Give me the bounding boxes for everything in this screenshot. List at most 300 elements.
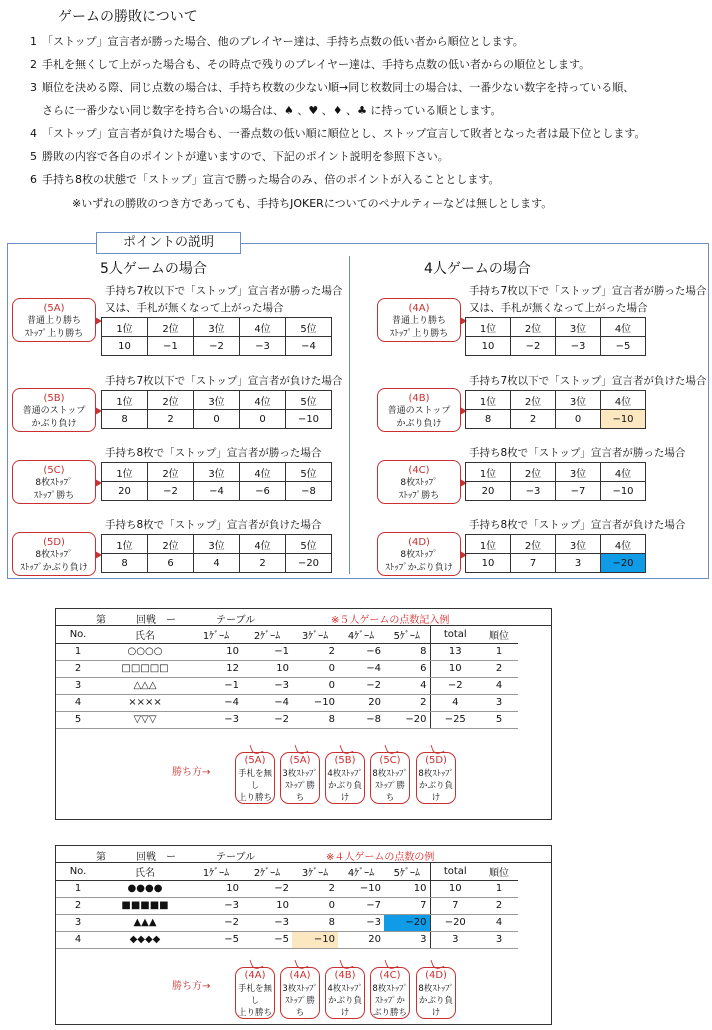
score-cell: 12 [190,660,242,677]
case-condition-line: 手持ち8枚で「ストップ」宣言者が負けた場合 [469,519,686,531]
rule-item: 6 手持ち8枚の状態で「ストップ」宣言で勝った場合のみ、倍のポイントが入ることとします。 [30,173,500,186]
score-cell: −2 [430,677,480,694]
win-method-tag [235,967,275,1019]
score-cell: −2 [190,914,242,931]
case-tag-line: 普通のストップ [387,406,451,416]
win-method-line: ｽﾄｯﾌﾟ勝ち [375,781,405,803]
player-name: △△△ [100,677,190,694]
score-cell: −3 [242,677,292,694]
case-tag [12,460,96,504]
rank-header: 3位 [556,391,601,410]
point-value: −20 [601,554,646,573]
rank-header: 2位 [148,463,194,482]
score-cell: 2 [480,897,518,914]
rank-header: 3位 [194,391,240,410]
case-tag-line: ｽﾄｯﾌﾟ上り勝ち [24,329,84,339]
score-cell: −3 [242,914,292,931]
player-name: ▲▲▲ [100,914,190,931]
case-tag-line: 8枚ｽﾄｯﾌﾟ [400,550,438,560]
point-value: 10 [102,337,148,356]
score-column-header: 1ｹﾞｰﾑ [190,863,242,880]
win-method-tag [280,752,320,804]
win-method-line: かぶり負け [327,996,362,1018]
case-tag-line: かぶり負け [396,419,442,429]
case-condition [469,283,706,317]
rank-header: 2位 [511,463,556,482]
score-column-header: 順位 [480,863,518,880]
point-value: 10 [466,337,511,356]
table-row [56,677,518,694]
point-value: 10 [466,554,511,573]
case-tag-line: ｽﾄｯﾌﾟ上り勝ち [389,329,449,339]
rule-item: 1 「ストップ」宣言者が勝った場合、他のプレイヤー達は、手持ち点数の低い者から順位とします。 [30,35,524,48]
score-column-header: 4ｹﾞｰﾑ [338,863,384,880]
score-cell: 2 [56,660,100,677]
score-cell: −2 [338,677,384,694]
four-player-title: 4人ゲームの場合 [424,261,531,277]
case-tag-line: かぶり負け [31,419,77,429]
point-value: −4 [286,337,332,356]
point-value: 3 [556,554,601,573]
score-cell: 3 [480,694,518,711]
score-column-header: 2ｹﾞｰﾑ [242,626,292,643]
score-cell: 2 [56,897,100,914]
case-tag-line: ｽﾄｯﾌﾟかぶり負け [20,563,88,573]
score-cell: −3 [190,711,242,728]
win-method-line: かぶり負け [327,781,362,803]
case-tag-line: 普通上り勝ち [26,316,81,326]
score-column-header: 5ｹﾞｰﾑ [384,626,430,643]
point-value: −2 [194,337,240,356]
table-label: テーブル [216,852,256,863]
win-method-line: 上り勝ち [237,1008,272,1018]
score-cell: 0 [292,897,338,914]
score-column-header: 4ｹﾞｰﾑ [338,626,384,643]
win-method-tag [280,967,320,1019]
rank-header: 3位 [556,535,601,554]
win-method-line: かぶり負け [418,781,453,803]
case-condition [469,517,685,534]
score-cell: −3 [338,914,384,931]
rank-header: 5位 [286,391,332,410]
rank-header: 1位 [102,318,148,337]
case-tag-line: 普通上り勝ち [391,316,446,326]
case-code: (4A) [408,303,430,314]
rule-item: 4 「ストップ」宣言者が負けた場合も、一番点数の低い順に順位とし、ストップ宣言して敗者となった者は最下位とします。 [30,127,646,140]
score-cell: −2 [242,880,292,897]
case-condition-line: 手持ち8枚で「ストップ」宣言者が勝った場合 [105,447,322,459]
rank-header: 2位 [511,318,556,337]
rank-header: 1位 [466,318,511,337]
case-tag-line: 8枚ｽﾄｯﾌﾟ [35,550,73,560]
win-method-line: かぶり負け [418,996,453,1018]
point-value: 20 [466,482,511,501]
table-row [56,694,518,711]
win-method-line: 8枚ｽﾄｯﾌﾟ [418,984,454,994]
win-method-line: ｽﾄｯﾌﾟ勝ち [285,996,315,1018]
case-condition [469,445,685,462]
example-label: ※４人ゲームの点数の例 [326,852,435,863]
point-value: 4 [194,554,240,573]
score-cell: −10 [292,694,338,711]
rule-item: 3 順位を決める際、同じ点数の場合は、手持ち枚数の少ない順→同じ枚数同士の場合は、一番少ない数字を持っている順、 [30,81,635,94]
case-condition-line: 手持ち7枚以下で「ストップ」宣言者が負けた場合 [105,375,343,387]
score-cell: −6 [338,643,384,660]
score-cell: 6 [384,660,430,677]
win-method-code: (4A) [289,970,311,981]
score-cell: 2 [480,660,518,677]
rank-header: 1位 [466,535,511,554]
case-condition [105,445,321,462]
win-method-line: 8枚ｽﾄｯﾌﾟ [372,769,408,779]
score-cell: 4 [56,931,100,948]
rule-item-continuation: さらに一番少ない同じ数字を持ち合いの場合は、♠ 、♥ 、♦ 、♣ に持っている順とします。 [42,104,502,117]
point-value: −3 [556,337,601,356]
case-tag [12,388,96,432]
score-cell: −20 [430,914,480,931]
score-cell: 3 [430,931,480,948]
player-name: ◆◆◆◆ [100,931,190,948]
win-method-code: (4D) [425,970,447,981]
score-cell: 1 [480,643,518,660]
score-cell: 20 [338,931,384,948]
score-column-header: 2ｹﾞｰﾑ [242,863,292,880]
point-value: 0 [194,410,240,429]
point-value: −3 [511,482,556,501]
score-cell: −3 [190,897,242,914]
score-cell: 10 [190,643,242,660]
round-label: 第 [96,615,106,626]
case-condition-line: 手持ち7枚以下で「ストップ」宣言者が負けた場合 [469,375,707,387]
score-table [56,863,518,949]
win-method-tag [235,752,275,804]
win-method-code: (5D) [425,755,447,766]
point-value: −4 [194,482,240,501]
case-code: (5D) [43,537,65,548]
points-divider [349,256,350,574]
rank-header: 4位 [601,391,646,410]
win-method-line: 手札を無し [237,984,272,1006]
score-cell: 7 [430,897,480,914]
score-sheet-header [56,609,551,626]
point-value: 20 [102,482,148,501]
case-tag [377,388,461,432]
win-method-line: 8枚ｽﾄｯﾌﾟ [418,769,454,779]
score-cell: 4 [56,694,100,711]
score-cell: 10 [190,880,242,897]
point-value: −10 [286,410,332,429]
score-column-header: No. [56,626,100,643]
win-method-line: 8枚ｽﾄｯﾌﾟ [372,984,408,994]
rank-header: 2位 [511,535,556,554]
rank-header: 3位 [194,463,240,482]
score-cell: 10 [430,660,480,677]
score-cell: 3 [56,914,100,931]
score-cell: −4 [242,694,292,711]
point-value: −1 [148,337,194,356]
player-name: ×××× [100,694,190,711]
win-method-tag [325,967,365,1019]
player-name: ○○○○ [100,643,190,660]
point-value: 0 [240,410,286,429]
five-player-title: 5人ゲームの場合 [100,261,207,277]
player-name: □□□□□ [100,660,190,677]
table-row [56,711,518,728]
table-row [56,660,518,677]
score-cell: 2 [292,643,338,660]
rank-header: 1位 [102,391,148,410]
rank-header: 2位 [148,318,194,337]
win-method-line: 上り勝ち [237,793,272,803]
score-cell: −5 [242,931,292,948]
round-dash-label: 回戦 ー [136,852,176,863]
case-condition-line: 手持ち7枚以下で「ストップ」宣言者が勝った場合 [469,285,707,297]
rank-header: 2位 [511,391,556,410]
score-column-header: 順位 [480,626,518,643]
points-table [465,534,646,573]
win-method-tag [416,967,456,1019]
points-tab: ポイントの説明 [96,232,241,254]
win-method-label: 勝ち方→ [172,767,211,778]
point-value: 2 [148,410,194,429]
case-condition-line: 手持ち7枚以下で「ストップ」宣言者が勝った場合 [105,285,343,297]
point-value: −7 [556,482,601,501]
score-cell: −10 [292,931,338,948]
rank-header: 4位 [240,535,286,554]
score-cell: 5 [56,711,100,728]
win-method-line: ｽﾄｯﾌﾟかぶり勝ち [372,996,407,1018]
case-code: (4C) [408,465,430,476]
rank-header: 1位 [466,391,511,410]
case-tag [377,532,461,576]
score-cell: −4 [190,694,242,711]
case-condition [469,373,706,390]
win-method-code: (4C) [379,970,401,981]
case-condition [105,373,342,390]
win-method-code: (5A) [289,755,311,766]
score-column-header: 1ｹﾞｰﾑ [190,626,242,643]
win-method-line: 手札を無し [237,769,272,791]
score-column-header: 5ｹﾞｰﾑ [384,863,430,880]
rank-header: 3位 [194,318,240,337]
win-method-line: 3枚ｽﾄｯﾌﾟ [282,769,318,779]
score-cell: 4 [480,914,518,931]
rank-header: 1位 [466,463,511,482]
case-condition-line: 手持ち8枚で「ストップ」宣言者が勝った場合 [469,447,686,459]
table-row [56,914,518,931]
case-code: (4B) [408,393,430,404]
score-cell: 8 [384,643,430,660]
score-cell: 13 [430,643,480,660]
points-table [101,534,332,573]
rank-header: 3位 [556,318,601,337]
score-cell: −7 [338,897,384,914]
case-tag [377,298,461,342]
points-table [101,462,332,501]
score-cell: 8 [292,711,338,728]
table-row [56,880,518,897]
score-cell: 1 [56,880,100,897]
score-column-header: 氏名 [100,863,190,880]
rank-header: 5位 [286,463,332,482]
score-cell: 0 [292,677,338,694]
score-cell: 7 [384,897,430,914]
score-cell: 3 [480,931,518,948]
score-column-header: total [430,626,480,643]
score-cell: −10 [338,880,384,897]
case-tag-line: ｽﾄｯﾌﾟ勝ち [33,491,75,501]
point-value: −20 [286,554,332,573]
score-cell: 4 [430,694,480,711]
case-tag [12,298,96,342]
point-value: −3 [240,337,286,356]
point-value: −6 [240,482,286,501]
points-table [465,390,646,429]
win-method-tag [370,967,410,1019]
point-value: −2 [148,482,194,501]
case-tag [12,532,96,576]
point-value: 0 [556,410,601,429]
points-table [465,317,646,356]
win-method-tag [416,752,456,804]
score-cell: −4 [338,660,384,677]
point-value: 8 [466,410,511,429]
player-name: ▽▽▽ [100,711,190,728]
score-column-header: 3ｹﾞｰﾑ [292,863,338,880]
rank-header: 4位 [601,463,646,482]
point-value: −10 [601,482,646,501]
player-name: ●●●● [100,880,190,897]
score-cell: 5 [480,711,518,728]
score-column-header: 3ｹﾞｰﾑ [292,626,338,643]
win-method-line: 4枚ｽﾄｯﾌﾟ [327,984,363,994]
case-code: (5B) [43,393,65,404]
score-column-header: total [430,863,480,880]
table-row [56,643,518,660]
rank-header: 3位 [556,463,601,482]
win-method-tag [370,752,410,804]
score-cell: 0 [292,660,338,677]
score-cell: 3 [384,931,430,948]
score-cell: 2 [384,694,430,711]
point-value: 8 [102,554,148,573]
rank-header: 4位 [601,318,646,337]
case-code: (5C) [43,465,65,476]
score-cell: 20 [338,694,384,711]
points-table [101,317,332,356]
table-label: テーブル [216,615,256,626]
round-dash-label: 回戦 ー [136,615,176,626]
rank-header: 5位 [286,535,332,554]
score-cell: −20 [384,914,430,931]
round-label: 第 [96,852,106,863]
score-column-header: 氏名 [100,626,190,643]
rank-header: 4位 [240,463,286,482]
points-table [101,390,332,429]
score-cell: −5 [190,931,242,948]
example-label: ※５人ゲームの点数記入例 [331,615,450,626]
point-value: 2 [240,554,286,573]
score-cell: 4 [480,677,518,694]
rank-header: 2位 [148,391,194,410]
score-cell: −2 [242,711,292,728]
page-title: ゲームの勝敗について [58,9,198,25]
rank-header: 4位 [240,318,286,337]
points-table [465,462,646,501]
player-name: ■■■■■ [100,897,190,914]
rank-header: 3位 [194,535,240,554]
point-value: −5 [601,337,646,356]
score-cell: 1 [480,880,518,897]
rank-header: 1位 [102,463,148,482]
case-condition [105,283,342,317]
point-value: −2 [511,337,556,356]
table-row [56,931,518,948]
case-tag-line: ｽﾄｯﾌﾟ勝ち [398,491,440,501]
win-method-code: (5C) [379,755,401,766]
rule-note: ※いずれの勝敗のつき方であっても、手持ちJOKERについてのペナルティーなどは無しとします。 [72,197,553,210]
case-tag-line: 普通のストップ [22,406,86,416]
case-condition-line: 又は、手札が無くなって上がった場合 [469,302,648,314]
score-cell: −25 [430,711,480,728]
score-column-header: No. [56,863,100,880]
case-tag-line: ｽﾄｯﾌﾟかぶり負け [385,563,453,573]
win-method-line: 4枚ｽﾄｯﾌﾟ [327,769,363,779]
case-tag [377,460,461,504]
score-cell: −8 [338,711,384,728]
score-cell: 10 [430,880,480,897]
case-tag-line: 8枚ｽﾄｯﾌﾟ [35,478,73,488]
score-cell: 10 [242,897,292,914]
score-cell: −20 [384,711,430,728]
case-condition-line: 手持ち8枚で「ストップ」宣言者が負けた場合 [105,519,322,531]
score-cell: 1 [56,643,100,660]
win-method-code: (5A) [244,755,266,766]
rank-header: 1位 [102,535,148,554]
point-value: −10 [601,410,646,429]
case-condition-line: 又は、手札が無くなって上がった場合 [105,302,284,314]
case-condition [105,517,321,534]
rule-item: 2 手札を無くして上がった場合も、その時点で残りのプレイヤー達は、手持ち点数の低い者からの順位とします。 [30,58,591,71]
score-cell: 8 [292,914,338,931]
score-cell: 10 [384,880,430,897]
score-cell: −1 [242,643,292,660]
table-row [56,897,518,914]
case-tag-line: 8枚ｽﾄｯﾌﾟ [400,478,438,488]
case-code: (4D) [408,537,430,548]
win-method-label: 勝ち方→ [172,981,211,992]
win-method-code: (4A) [244,970,266,981]
score-cell: 2 [292,880,338,897]
score-cell: −1 [190,677,242,694]
win-method-code: (4B) [334,970,356,981]
rank-header: 2位 [148,535,194,554]
score-cell: 10 [242,660,292,677]
rank-header: 5位 [286,318,332,337]
point-value: 6 [148,554,194,573]
score-cell: 3 [56,677,100,694]
rank-header: 4位 [601,535,646,554]
score-cell: 4 [384,677,430,694]
point-value: 8 [102,410,148,429]
win-method-tag [325,752,365,804]
win-method-line: 3枚ｽﾄｯﾌﾟ [282,984,318,994]
score-sheet-header [56,846,551,863]
score-table [56,626,518,729]
rank-header: 4位 [240,391,286,410]
point-value: 7 [511,554,556,573]
win-method-line: ｽﾄｯﾌﾟ勝ち [285,781,315,803]
